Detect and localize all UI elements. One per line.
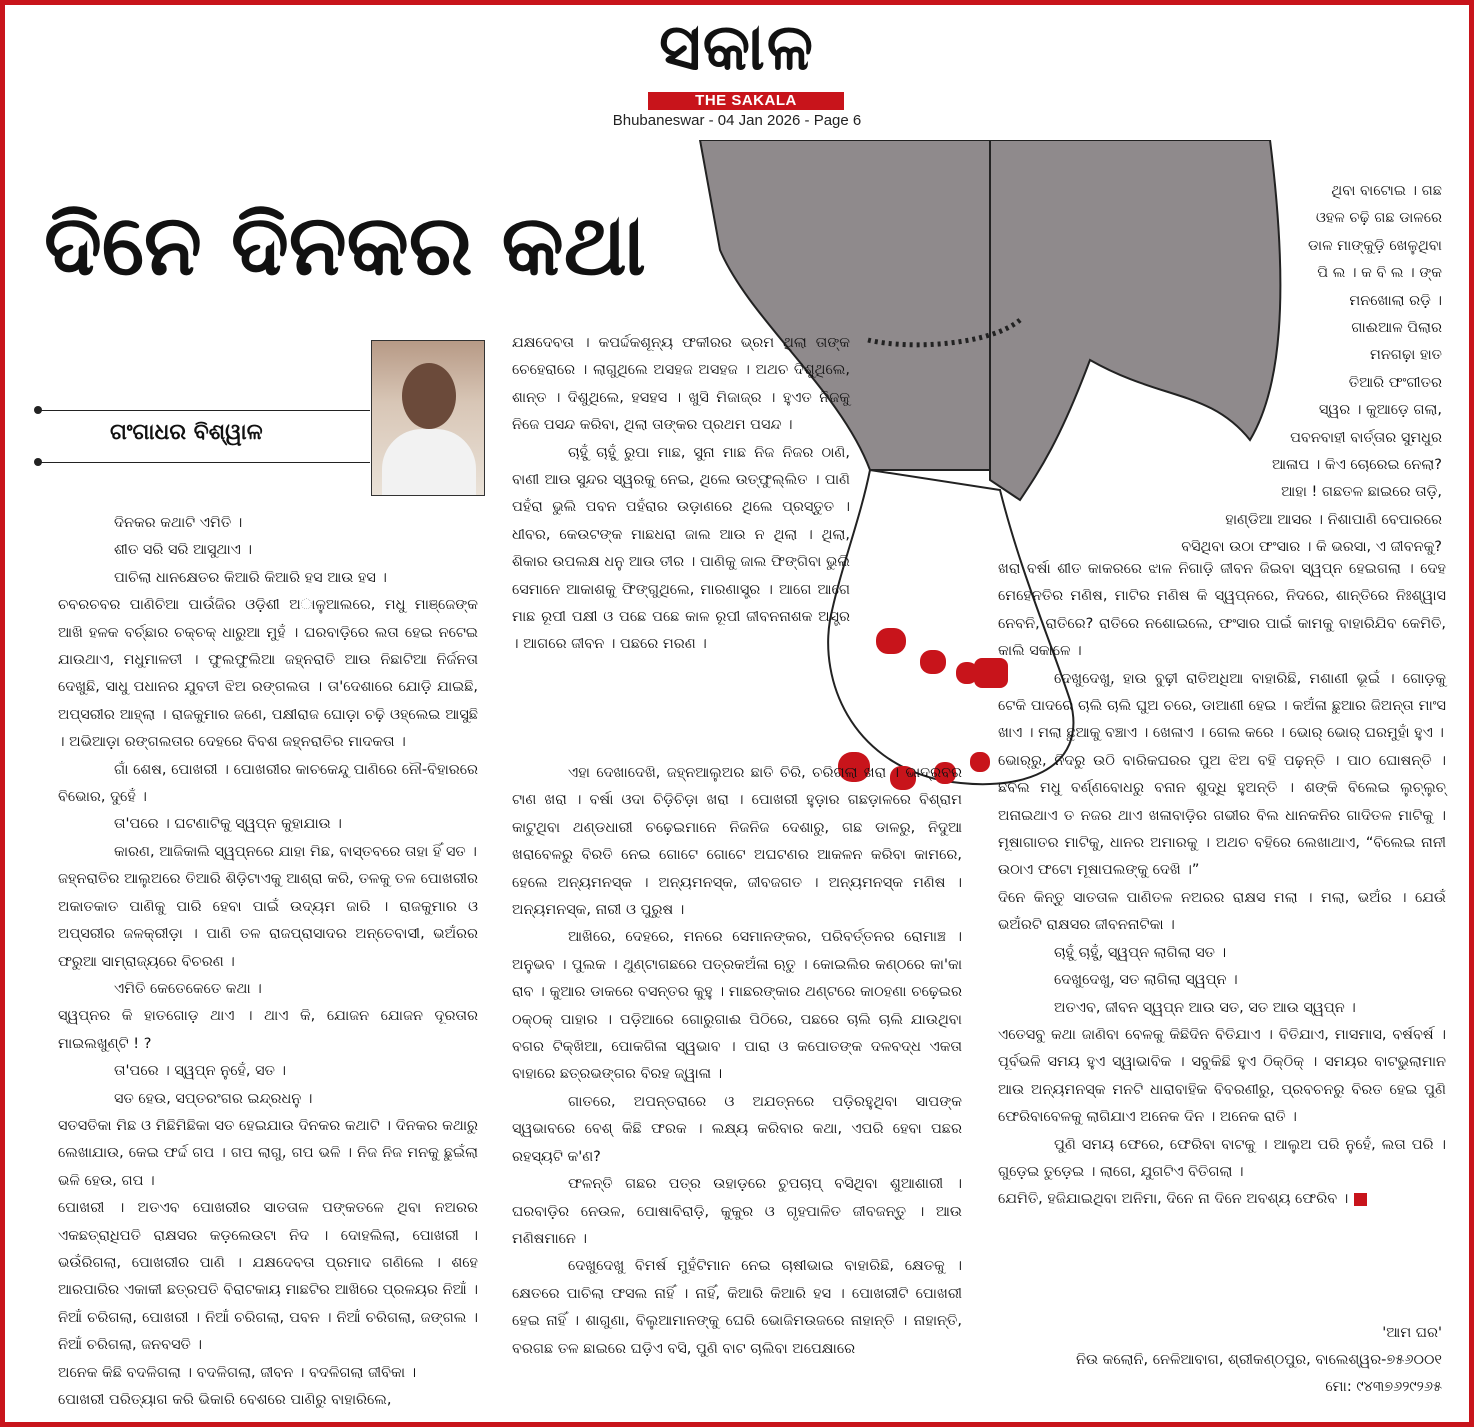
end-mark-icon [1354,1193,1367,1206]
paragraph: ଫଳନ୍ତି ଗଛର ପତ୍ର ଉହାଡ଼ରେ ଚୁପଚାପ୍ ବସିଥିବା ଶୁଆଶାରୀ । ଘରବାଡ଼ିର ନେଉଳ, ପୋଷାବିରାଡ଼ି, କୁକୁର ଓ ଗୃହପାଳିତ ଜୀବଜନ୍ତୁ । ଆଉ ମଣିଷମାନେ । [512,1176,962,1247]
article-column-3-bottom [998,556,1446,1214]
paragraph: ଏହା ଦେଖାଦେଖି, ଜହ୍ନଆଲୁଅର ଛାତି ଚିରି, ଚରିଗଲା ଖରା । ଭାଦ୍ରବର ଟାଣ ଖରା । ବର୍ଷା ଓଦା ଚିଡ଼ିଚିଡ଼ା ଖରା । ପୋଖରୀ ହୁଡ଼ାର ଗଛଡ଼ାଳରେ ବିଶ୍ରାମ କାଟୁଥିବା ଥଣ୍ଡଧାରୀ ଚଢ଼େଇମାନେ ନିଜନିଜ ଦେଶାରୁ, ଗଛ ଡାଳରୁ, ନିଦୁଆ ଖରାବେଳରୁ ବିରତି ନେଇ ଗୋଟେ ଗୋଟେ ଅଘଟଣର ଆକଳନ କରିବା କାମରେ, ହେଲେ ଅନ୍ୟମନସ୍କ । ଅନ୍ୟମନସ୍କ, ଜୀବଜଗତ । ଅନ୍ୟମନସ୍କ ମଣିଷ । ଅନ୍ୟମନସ୍କ, ନାରୀ ଓ ପୁରୁଷ । [512,765,962,919]
paragraph: ଜହ୍ନରାତିର ଆଲୁଅରେ ତିଆରି ଶିଡ଼ିଟାଏକୁ ଆଶ୍ରା କରି, ତଳକୁ ତଳ ପୋଖରୀର ଅକାତକାତ ପାଣିକୁ ପାରି ହେବା ପାଇଁ ଉଦ୍ୟମ ଜାରି । ରାଜକୁମାର ଓ ଅପ୍‌ସରୀର ଜଳକ୍ରୀଡ଼ା । ପାଣି ତଳ ରାଜପ୍ରାସାଦର ଅନ୍ତେବାସୀ, ଭଅଁରର ଫରୁଆ ସାମ୍ରାଜ୍ୟରେ ବିଚରଣ । [58,871,478,970]
toenail-2 [920,650,946,674]
text-line: ଥିବା ବାଟୋଇ । ଗଛ [1331,183,1442,199]
text-line: ଆହା ! ଗଛତଳ ଛାଇରେ ତାଡ଼ି, [1281,484,1442,501]
text-line: ବସିଥିବା ଉଠା ଫଂସାର । କି ଭରସା, ଏ ଜୀବନକୁ? [1181,539,1442,556]
paragraph: ଚବରଚବର ପାଣିଚିଆ ପାଉଁଜିର ଓଡ଼ିଶୀ ଅାଳୁଆଲରେ, ମଧୁ ମାଞ୍ଜେଙ୍କ ଆଖି ହଳକ ବର୍ଚ୍ଛାର ଚକ୍‌ଚକ୍ ଧାରୁଆ ମୁହଁ । ଘରବାଡ଼ିରେ ଲତା ହେଇ ନଟେଇ ଯାଉଥାଏ, ମଧୁମାଳତୀ । ଫୁଲଫୁଲିଆ ଜହ୍ନରାତି ଆଉ ନିଛାଟିଆ ନିର୍ଜନତା ଦେଖୁଛି, ସାଧୁ ପଧାନର ଯୁବତୀ ଝିଅ ରଙ୍ଗଲତା । ତା'ଦେଶାରେ ଯୋଡ଼ି ଯାଇଛି, ଅପ୍‌ସରୀର ଆହ୍ଲା । ରାଜକୁମାର ଜଣେ, ପକ୍ଷୀରାଜ ଘୋଡ଼ା ଚଢ଼ି ଓହ୍ଲେଇ ଆସୁଛି । ଅଭିଆଡ଼ା ରଙ୍ଗଲତାର ଦେହରେ ବିବଶ ଜହ୍ନରାତିର ମାଦକତା । [58,597,478,751]
paragraph: ଏମିତି କେତେକେତେ କଥା । [114,980,262,997]
author-contact [1010,1320,1442,1401]
newspaper-logo [584,6,890,102]
paragraph: ଯକ୍ଷଦେବତା । କପର୍ଦ୍ଦକଶୂନ୍ୟ ଫକୀରର ଭ୍ରମ ଥିଲା ତାଙ୍କ ଚେହେରାରେ । ଲାଗୁଥିଲେ ଅସହଜ ଅସହଜ । ଅଥଚ ଦିଶୁଥିଲେ, ଶାନ୍ତ । ଦିଶୁଥିଲେ, ହସହସ । ଖୁସି ମିଜାଜ୍‌ର । ହୁଏତ ନିଜକୁ ନିଜେ ପସନ୍ଦ କରିବା, ଥିଲା ତାଙ୍କର ପ୍ରଥମ ପସନ୍ଦ । [512,335,850,434]
paragraph: ଚାହୁଁ ଚାହୁଁ, ସ୍ୱପ୍ନ ଲାଗିଲା ସତ । [1054,944,1227,961]
paragraph: ପୁଣି ସମୟ ଫେରେ, ଫେରିବା ବାଟକୁ । ଆଲୁଅ ପରି ନୁହେଁ, ଲତା ପରି । ଗୁଡ଼େଇ ତୁଡ଼େଇ । ଲାଗେ, ଯୁଗଟିଏ ବିତିଗଲା । [998,1136,1446,1180]
paragraph: ତା'ପରେ । ଘଟଣାଟିକୁ ସ୍ୱପ୍ନ କୁହାଯାଉ । [114,816,342,833]
paragraph: ଅତଏବ, ଜୀବନ ସ୍ୱପ୍ନ ଆଉ ସତ, ସତ ଆଉ ସ୍ୱପ୍ନ । [1054,999,1356,1016]
text-line: ମନଖୋଲା ରଡ଼ି । [1349,292,1442,309]
article-column-3-top [1181,178,1442,562]
paragraph: ଖରା ବର୍ଷା ଶୀତ କାକରରେ ଝାଳ ନିଗାଡ଼ି ଜୀବନ ଜିଇବା ସ୍ୱପ୍ନ ହେଇଗଲା । ଦେହ ମେହେନତିର ମଣିଷ, ମାଟିର ମଣିଷ କି ସ୍ୱପ୍ନରେ, ନିଦରେ, ଶାନ୍ତିରେ ନିଃଶ୍ୱାସ ନେବନି, ରାତିରେ? ରାତିରେ ନଶୋଇଲେ, ଫଂସାର ପାଇଁ କାମକୁ ବାହାରିଯିବ କେମିତି, କାଲି ସକାଳେ । [998,561,1446,660]
paragraph: ଦିନେ କିନ୍ତୁ ସାତତାଳ ପାଣିତଳ ନଅରର ରାକ୍ଷସ ମଲା । ମଲା, ଭଅଁର । ଯେଉଁ ଭଅଁରଟି ରାକ୍ଷସର ଜୀବନନାଟିକା । [998,889,1446,934]
paragraph: ଗାଁ ଶେଷ, ପୋଖରୀ । ପୋଖରୀର କାଚକେନ୍ଦୁ ପାଣିରେ ନୌ-ବିହାରରେ ବିଭୋର, ଦୁହେଁ । [58,761,478,806]
article-column-1 [58,510,478,1414]
text-line: ହାଣ୍ଡିଆ ଆସର । ନିଶାପାଣି ବେପାରରେ [1225,511,1442,528]
text-line: ପବନବାହୀ ବାର୍ତ୍ତାର ସୁମଧୁର [1290,429,1442,446]
paragraph: ଦିନକର କଥାଟି ଏମିତି । [114,515,243,531]
text-line: ଡାଳ ମାଙ୍କୁଡ଼ି ଖେଳୁଥିବା [1308,237,1442,254]
paragraph: ଚାହୁଁ ଚାହୁଁ ରୁପା ମାଛ, ସୁନା ମାଛ ନିଜ ନିଜର ଠାଣି, ବାଣୀ ଆଉ ସୁନ୍ଦର ସ୍ୱରକୁ ନେଇ, ଥିଲେ ଉତ୍‌ଫୁଲ୍ଲିତ । ପାଣି ପହଁରା ଭୁଲି ପବନ ପହଁରାର ଉଡ଼ାଣରେ ଥିଲେ ପ୍ରସ୍ତୁତ । ଧୀବର, କେଉଟଙ୍କ ମାଛଧରା ଜାଲ ଆଉ ନ ଥିଲା । ଥିଲା, ଶିକାର ଉପଲକ୍ଷ ଧନୁ ଆଉ ତୀର । ପାଣିକୁ ଜାଲ ଫିଙ୍ଗିବା ଭୁଲି ସେମାନେ ଆକାଶକୁ ଫିଙ୍ଗୁଥିଲେ, ମାରଣାସ୍ତ୍ର । ଆଗେ ଆଗେ ମାଛ ରୂପୀ ପକ୍ଷୀ ଓ ପଛେ ପଛେ କାଳ ରୂପୀ ଜୀବନନାଶକ ଅସ୍ତ୍ର । ଆଗରେ ଜୀବନ । ପଛରେ ମରଣ । [512,444,850,653]
toenail-1 [876,628,906,654]
paragraph: ଅନେକ କିଛି ବଦଳିଗଲା । ବଦଳିଗଲା, ଜୀବନ । ବଦଳିଗଲା ଜୀବିକା । [58,1364,417,1381]
paragraph: ପାଚିଲା ଧାନକ୍ଷେତର କିଆରି କିଆରି ହସ ଆଉ ହସ । [114,569,387,586]
article-headline: ଦିନେ ଦିନକର କଥା [44,196,646,294]
logo-text: ସକାଳ [659,11,815,85]
paragraph: ଗାତରେ, ଅପନ୍ତରାରେ ଓ ଅଯତ୍ନରେ ପଡ଼ିରହୁଥିବା ସାପଙ୍କ ସ୍ୱଭାବରେ ବେଶ୍ କିଛି ଫରକ । ଲକ୍ଷ୍ୟ କରିବାର କଥା, ଏପରି ହେବା ପଛର ରହସ୍ୟଟି କ'ଣ? [512,1093,962,1165]
article-column-2-top [512,330,850,659]
article-column-2-bottom [512,760,962,1363]
paragraph: ପୋଖରୀ । ଅତଏବ ପୋଖରୀର ସାତତାଳ ପଙ୍କତଳେ ଥିବା ନଅରର ଏକଛତ୍ରାଧିପତି ରାକ୍ଷସର କଡ଼ଲେଉଟା ନିଦ । ଦୋହଲିଲା, ପୋଖରୀ । ଭଉଁରିଗଲା, ପୋଖରୀର ପାଣି । ଯକ୍ଷଦେବତା ପ୍ରମାଦ ଗଣିଲେ । ଶହେ ଆରପାରିର ଏକାକୀ ଛତ୍ରପତି ବିରାଟକାୟ ମାଛଟିର ଆଖିରେ ପ୍ରଳୟର ନିଆଁ । ନିଆଁ ଚରିଗଲା, ପୋଖରୀ । ନିଆଁ ଚରିଗଲା, ପବନ । ନିଆଁ ଚରିଗଲା, ଜଙ୍ଗଲ । ନିଆଁ ଚରିଗଲା, ଜନବସତି । [58,1200,478,1354]
author-rule-top [38,410,370,411]
toenail-8 [970,752,990,772]
text-line: ପି ଲ । କ ବି ଲ । ଙ୍କ [1317,265,1442,282]
author-head [402,363,456,429]
masthead [584,6,890,128]
author-shirt [382,429,476,496]
contact-address: ନିଉ କଲୋନି, ନେଳିଆବାଗ, ଶ୍ରୀକଣ୍ଠପୁର, ବାଲେଶ୍ୱର-୭୫୬୦୦୧ [1075,1352,1442,1368]
paragraph: ଭୋର୍‌ରୁ, ନିଦରୁ ଉଠି ବାରିକଘରର ପୁଅ ଝିଅ ବହି ପଢ଼ନ୍ତି । ପାଠ ଘୋଷନ୍ତି । ଛବିଲ ମଧୁ ବର୍ଣ୍ଣବୋଧରୁ ବନାନ ଶୁଦ୍ଧି ହୁଅନ୍ତି । ଶଙ୍କି ବିଲେଇ ଲୁଚ୍‌ଲୁଚ୍ ଅନାଇଥାଏ ତ ନଜର ଥାଏ ଖଳାବାଡ଼ିର ଗଭୀର ବିଲ ଧାନକନିର ଗାଦିତଳ ମାଟିକୁ । ମୂଷାଗାତର ମାଟିକୁ, ଧାନର ଅମାରକୁ । ଅଥଚ ବହିରେ ଲେଖାଥାଏ, “ବିଲେଇ ନାନୀ ଉଠାଏ ଫଟୋ ମୂଷାପଲଙ୍କୁ ଦେଖି ।” [998,752,1446,879]
paragraph: ଦେଖୁଦେଖୁ, ସତ ଲାଗିଲା ସ୍ୱପ୍ନ । [1054,972,1238,989]
text-line: ଓହଳ ଚଢ଼ି ଗଛ ଡାଳରେ [1315,210,1442,227]
paragraph: ଏତେସବୁ କଥା ଜାଣିବା ବେଳକୁ କିଛିଦିନ ବିତିଯାଏ । ବିତିଯାଏ, ମାସମାସ, ବର୍ଷବର୍ଷ । ପୂର୍ବଭଳି ସମୟ ହୁଏ ସ୍ୱାଭାବିକ । ସବୁକିଛି ହୁଏ ଠିକ୍‌ଠିକ୍ । ସମୟର ବାଟଭୁଲାମାନ ଆଉ ଅନ୍ୟମନସ୍କ ମନଟି ଧାରାବାହିକ ବିବରଣୀରୁ, ପ୍ରବଚନରୁ ବିରତ ହେଇ ପୁଣି ଫେରିବାବେଳକୁ ଲାଗିଯାଏ ଅନେକ ଦିନ । ଅନେକ ରାତି । [998,1026,1446,1126]
paragraph: ସତ ହେଉ, ସପ୍ତରଂଗର ଇନ୍ଦ୍ରଧନୁ । [114,1090,313,1107]
text-line: ସ୍ୱର । କୁଆଡ଼େ ଗଲା, [1318,402,1442,419]
paragraph: ଦେଖୁଦେଖୁ ବିମର୍ଷ ମୁହଁଟିମାନ ନେଇ ଚାଷୀଭାଇ ବାହାରିଛି, କ୍ଷେତକୁ । କ୍ଷେତରେ ପାଚିଲା ଫସଲ ନାହିଁ । ନାହିଁ, କିଆରି କିଆରି ହସ । ପୋଖରୀଟି ପୋଖରୀ ହେଇ ନାହିଁ । ଶାଗୁଣା, ବିଲୁଆମାନଙ୍କୁ ଘେରି ଭୋଜିମଉଜରେ ନାହାନ୍ତି । ନାହାନ୍ତି, ବରଗଛ ତଳ ଛାଇରେ ଘଡ଼ିଏ ବସି, ପୁଣି ବାଟ ଚାଲିବା ଅପେକ୍ଷାରେ [512,1258,962,1357]
paragraph: କାରଣ, ଆଜିକାଲି ସ୍ୱପ୍ନରେ ଯାହା ମିଛ, ବାସ୍ତବରେ ତାହା ହିଁ ସତ । [114,843,477,860]
paragraph: ଦେଖୁଦେଖୁ, ହାଉ ବୁଢ଼ୀ ରାତିଅଧିଆ ବାହାରିଛି, ମଶାଣୀ ଭୂଇଁ । ଗୋଡ଼କୁ ଟେକି ପାଦରେ ଚାଲି ଚାଲି ଘୁଅ ଚରେ, ଡାଆଣୀ ହେଇ । କଅଁଳା ଛୁଆର ଜିଅନ୍ତା ମାଂସ ଖାଏ । ମଲା ଛୁଆକୁ ବଞ୍ଚାଏ । ଖେଳାଏ । ଗେଲ କରେ । ଭୋର୍ ଭୋର୍ ଘରମୁହାଁ ହୁଏ । [998,670,1446,742]
paragraph: ଆଖିରେ, ଦେହରେ, ମନରେ ସେମାନଙ୍କର, ପରିବର୍ତ୍ତନର ରୋମାଞ୍ଚ । ଅନୁଭବ । ପୁଲକ । ଥୁଣ୍ଟାଗଛରେ ପତ୍ରକଅଁଳା ଋତୁ । କୋଇଲିର କଣ୍ଠରେ କା'କା ରାବ । କୁଆର ଡାକରେ ବସନ୍ତର କୁହୁ । ମାଛରଙ୍କାର ଥଣ୍ଟରେ କାଠହଣା ଚଢ଼େଇର ଠକ୍‌ଠକ୍ ପାହାର । ପଡ଼ିଆରେ ଗୋରୁଗାଈ ପିଠିରେ, ପଛରେ ଚାଲି ଚାଲି ଯାଉଥିବା ବଗର ଟିକ୍‌ଖିଆ, ପୋକଗିଳା ସ୍ୱଭାବ । ପାରା ଓ କପୋତଙ୍କ ଦଳବଦ୍ଧ ଏକତା ବାହାରେ ଛତ୍ରଭଙ୍ଗର ବିରହ ଜ୍ୱାଳା । [512,929,962,1083]
text-line: ତିଆରି ଫଂଗୀତର [1348,374,1442,391]
paragraph: ତା'ପରେ । ସ୍ୱପ୍ନ ନୁହେଁ, ସତ । [114,1063,287,1080]
paragraph: ପୋଖରୀ ପରିତ୍ୟାଗ କରି ଭିକାରି ବେଶରେ ପାଣିରୁ ବାହାରିଲେ, [58,1392,392,1408]
text-line: ମନଗଢ଼ା ହାତ [1369,347,1442,364]
contact-house: 'ଆମ ଘର' [1382,1325,1442,1341]
author-photo [371,340,485,496]
author-name: ଗଂଗାଧର ବିଶ୍ୱାଳ [110,420,263,445]
text-line: ଆଳାପ । କିଏ ଚୋରେଇ ନେଲା? [1271,457,1442,474]
contact-phone: ମୋ: ୯୪୩୭୬୨୯୨୬୫ [1325,1379,1442,1395]
paragraph: ସ୍ୱପ୍ନର କି ହାତଗୋଡ଼ ଥାଏ । ଥାଏ କି, ଯୋଜନ ଯୋଜନ ଦୂରତାର ମାଇଲଖୁଣ୍ଟି ! ? [58,1008,478,1052]
paragraph [998,1186,1446,1213]
paragraph: ସତସତିକା ମିଛ ଓ ମିଛିମିଛିକା ସତ ହେଇଯାଉ ଦିନକର କଥାଟି । ଦିନକର କଥାରୁ ଲେଖାଯାଉ, କେଇ ଫର୍ଦ୍ଦ ଗପ । ଗପ ଲାଗୁ, ଗପ ଭଳି । ନିଜ ନିଜ ମନକୁ ଛୁଇଁଲା ଭଳି ହେଉ, ଗପ । [58,1117,478,1189]
logo-banner: THE SAKALA [648,92,844,110]
dateline: Bhubaneswar - 04 Jan 2026 - Page 6 [612,112,862,129]
text-line: ଗାଈଆଳ ପିଲାର [1351,320,1442,337]
paragraph: ଶୀତ ସରି ସରି ଆସୁଥାଏ । [114,542,252,559]
author-rule-bottom [38,462,370,463]
closing-line: ଯେମିତି, ହଜିଯାଇଥିବା ଅନିମା, ଦିନେ ନା ଦିନେ ଅବଶ୍ୟ ଫେରିବ । [998,1191,1349,1208]
